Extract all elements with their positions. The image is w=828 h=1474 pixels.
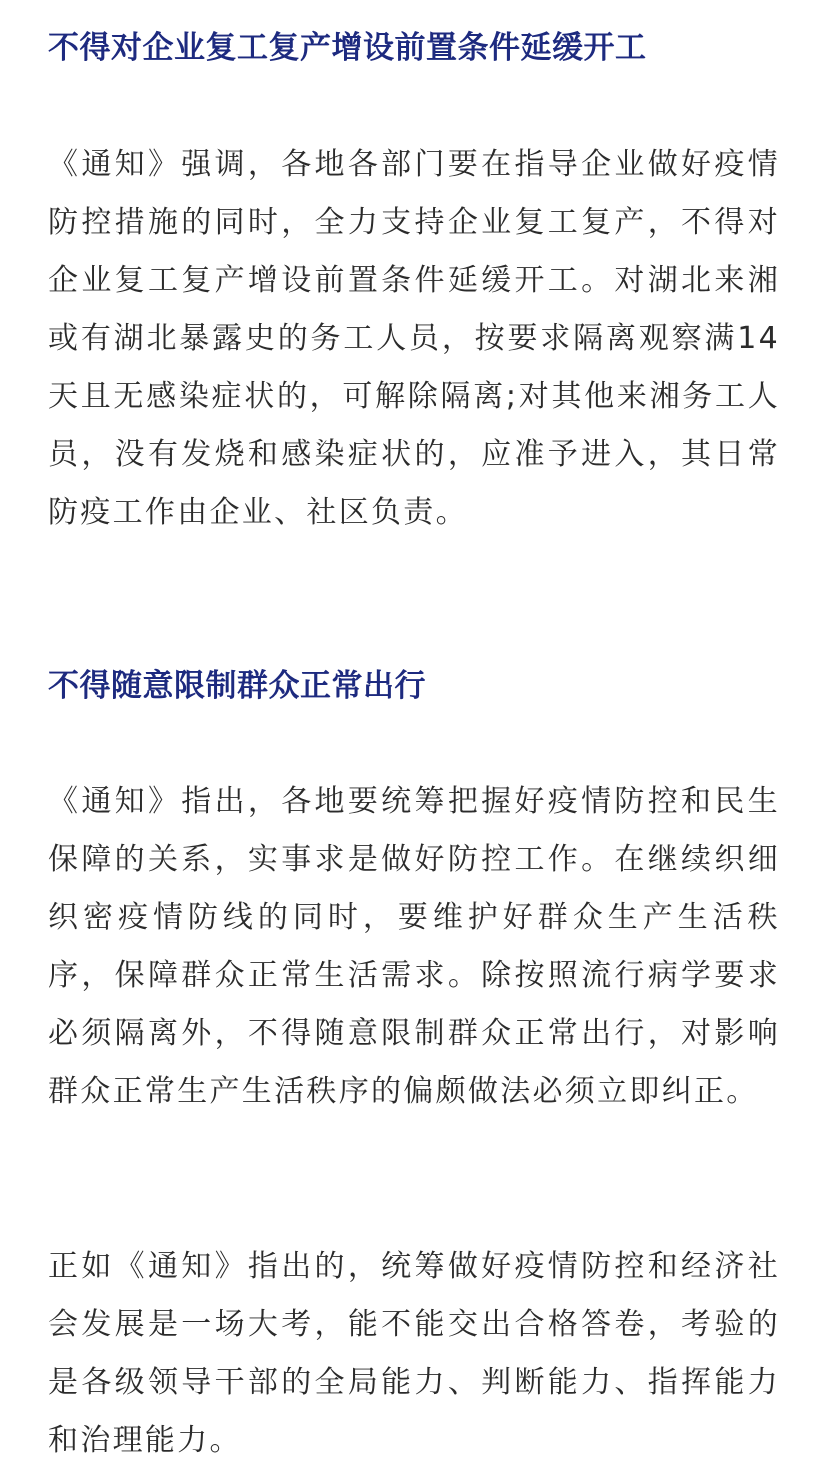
closing-paragraph: 正如《通知》指出的，统筹做好疫情防控和经济社会发展是一场大考，能不能交出合格答卷，考验的是各级领导干部的全局能力、判断能力、指挥能力和治理能力。 [48, 1249, 780, 1458]
section-heading-resumption: 不得对企业复工复产增设前置条件延缓开工 [48, 30, 647, 66]
section-heading-travel: 不得随意限制群众正常出行 [48, 668, 426, 704]
section-paragraph-resumption: 《通知》强调，各地各部门要在指导企业做好疫情防控措施的同时，全力支持企业复工复产，不得对企业复工复产增设前置条件延缓开工。对湖北来湘或有湖北暴露史的务工人员，按要求隔离观察满14天且无感染症状的，可解除隔离;对其他来湘务工人员，没有发烧和感染症状的，应准予进入，其日常防疫工作由企业、社区负责。 [48, 147, 780, 530]
section-paragraph-travel: 《通知》指出，各地要统筹把握好疫情防控和民生保障的关系，实事求是做好防控工作。在继续织细织密疫情防线的同时，要维护好群众生产生活秩序，保障群众正常生活需求。除按照流行病学要求必须隔离外，不得随意限制群众正常出行，对影响群众正常生产生活秩序的偏颇做法必须立即纠正。 [48, 784, 780, 1109]
